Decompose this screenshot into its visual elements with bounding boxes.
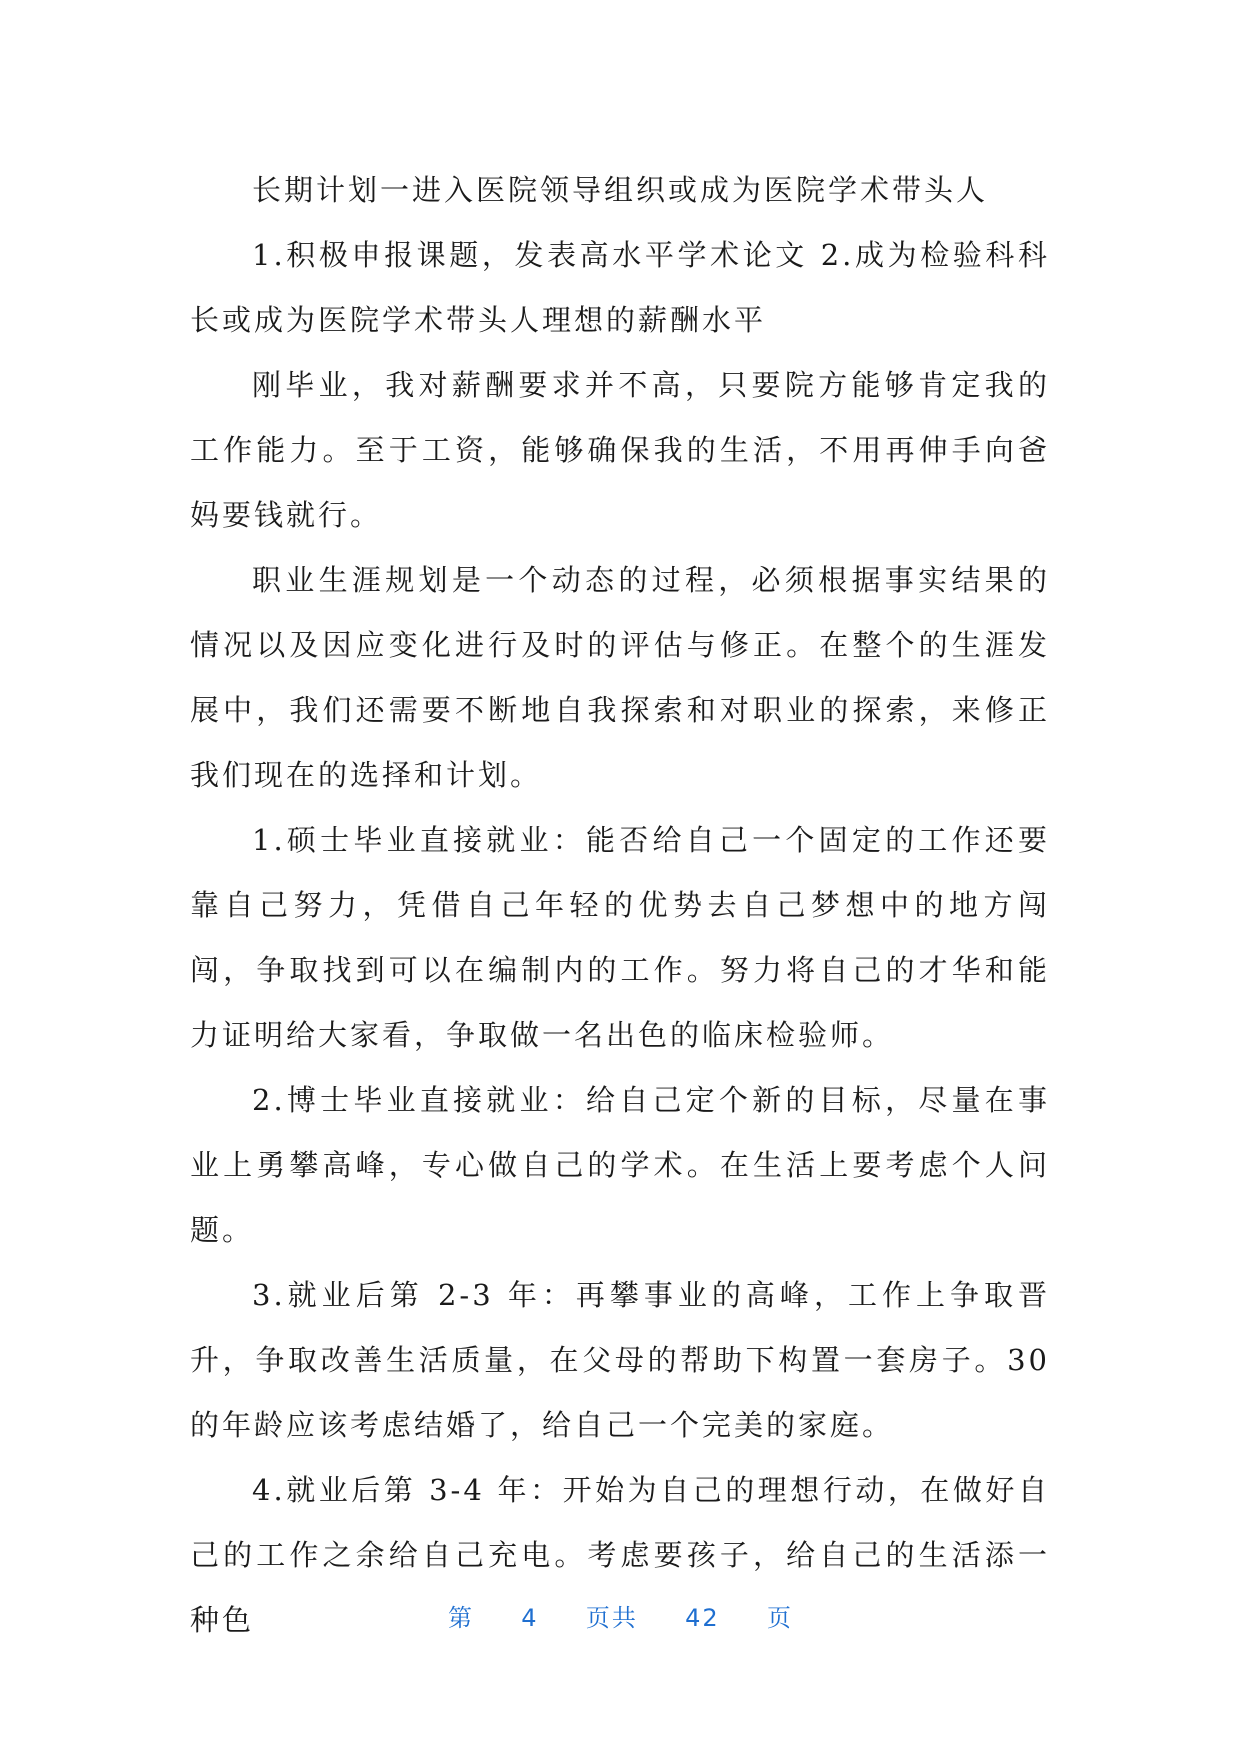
paragraph-salary: 刚毕业，我对薪酬要求并不高，只要院方能够肯定我的工作能力。至于工资，能够确保我的生活，不用再伸手向爸妈要钱就行。 [190,368,1050,532]
total-pages-number: 42 [685,1604,720,1632]
paragraph-phd-graduate: 2.博士毕业直接就业：给自己定个新的目标，尽量在事业上勇攀高峰，专心做自己的学术。在生活上要考虑个人问题。 [190,1083,1050,1247]
footer-middle: 页共 [585,1604,638,1632]
footer-prefix: 第 [448,1604,475,1632]
paragraph-years-3-4: 4.就业后第 3-4 年：开始为自己的理想行动，在做好自己的工作之余给自己充电。考虑要孩子，给自己的生活添一种色 [190,1473,1050,1637]
paragraph-master-graduate: 1.硕士毕业直接就业：能否给自己一个固定的工作还要靠自己努力，凭借自己年轻的优势去自己梦想中的地方闯闯，争取找到可以在编制内的工作。努力将自己的才华和能力证明给大家看，争取做一名出色的临床检验师。 [190,823,1050,1052]
paragraph-goals: 1.积极申报课题，发表高水平学术论文 2.成为检验科科长或成为医院学术带头人理想的薪酬水平 [190,238,1050,337]
paragraph-years-2-3: 3.就业后第 2-3 年：再攀事业的高峰，工作上争取晋升，争取改善生活质量，在父母的帮助下构置一套房子。30 的年龄应该考虑结婚了，给自己一个完美的家庭。 [190,1278,1050,1442]
footer-suffix: 页 [766,1604,793,1632]
paragraph-long-term-plan: 长期计划一进入医院领导组织或成为医院学术带头人 [252,173,989,207]
document-body [190,158,1050,1653]
page-footer [0,1598,1241,1633]
paragraph-career-dynamic: 职业生涯规划是一个动态的过程，必须根据事实结果的情况以及因应变化进行及时的评估与修正。在整个的生涯发展中，我们还需要不断地自我探索和对职业的探索，来修正我们现在的选择和计划。 [190,563,1050,792]
current-page-number: 4 [521,1604,539,1632]
